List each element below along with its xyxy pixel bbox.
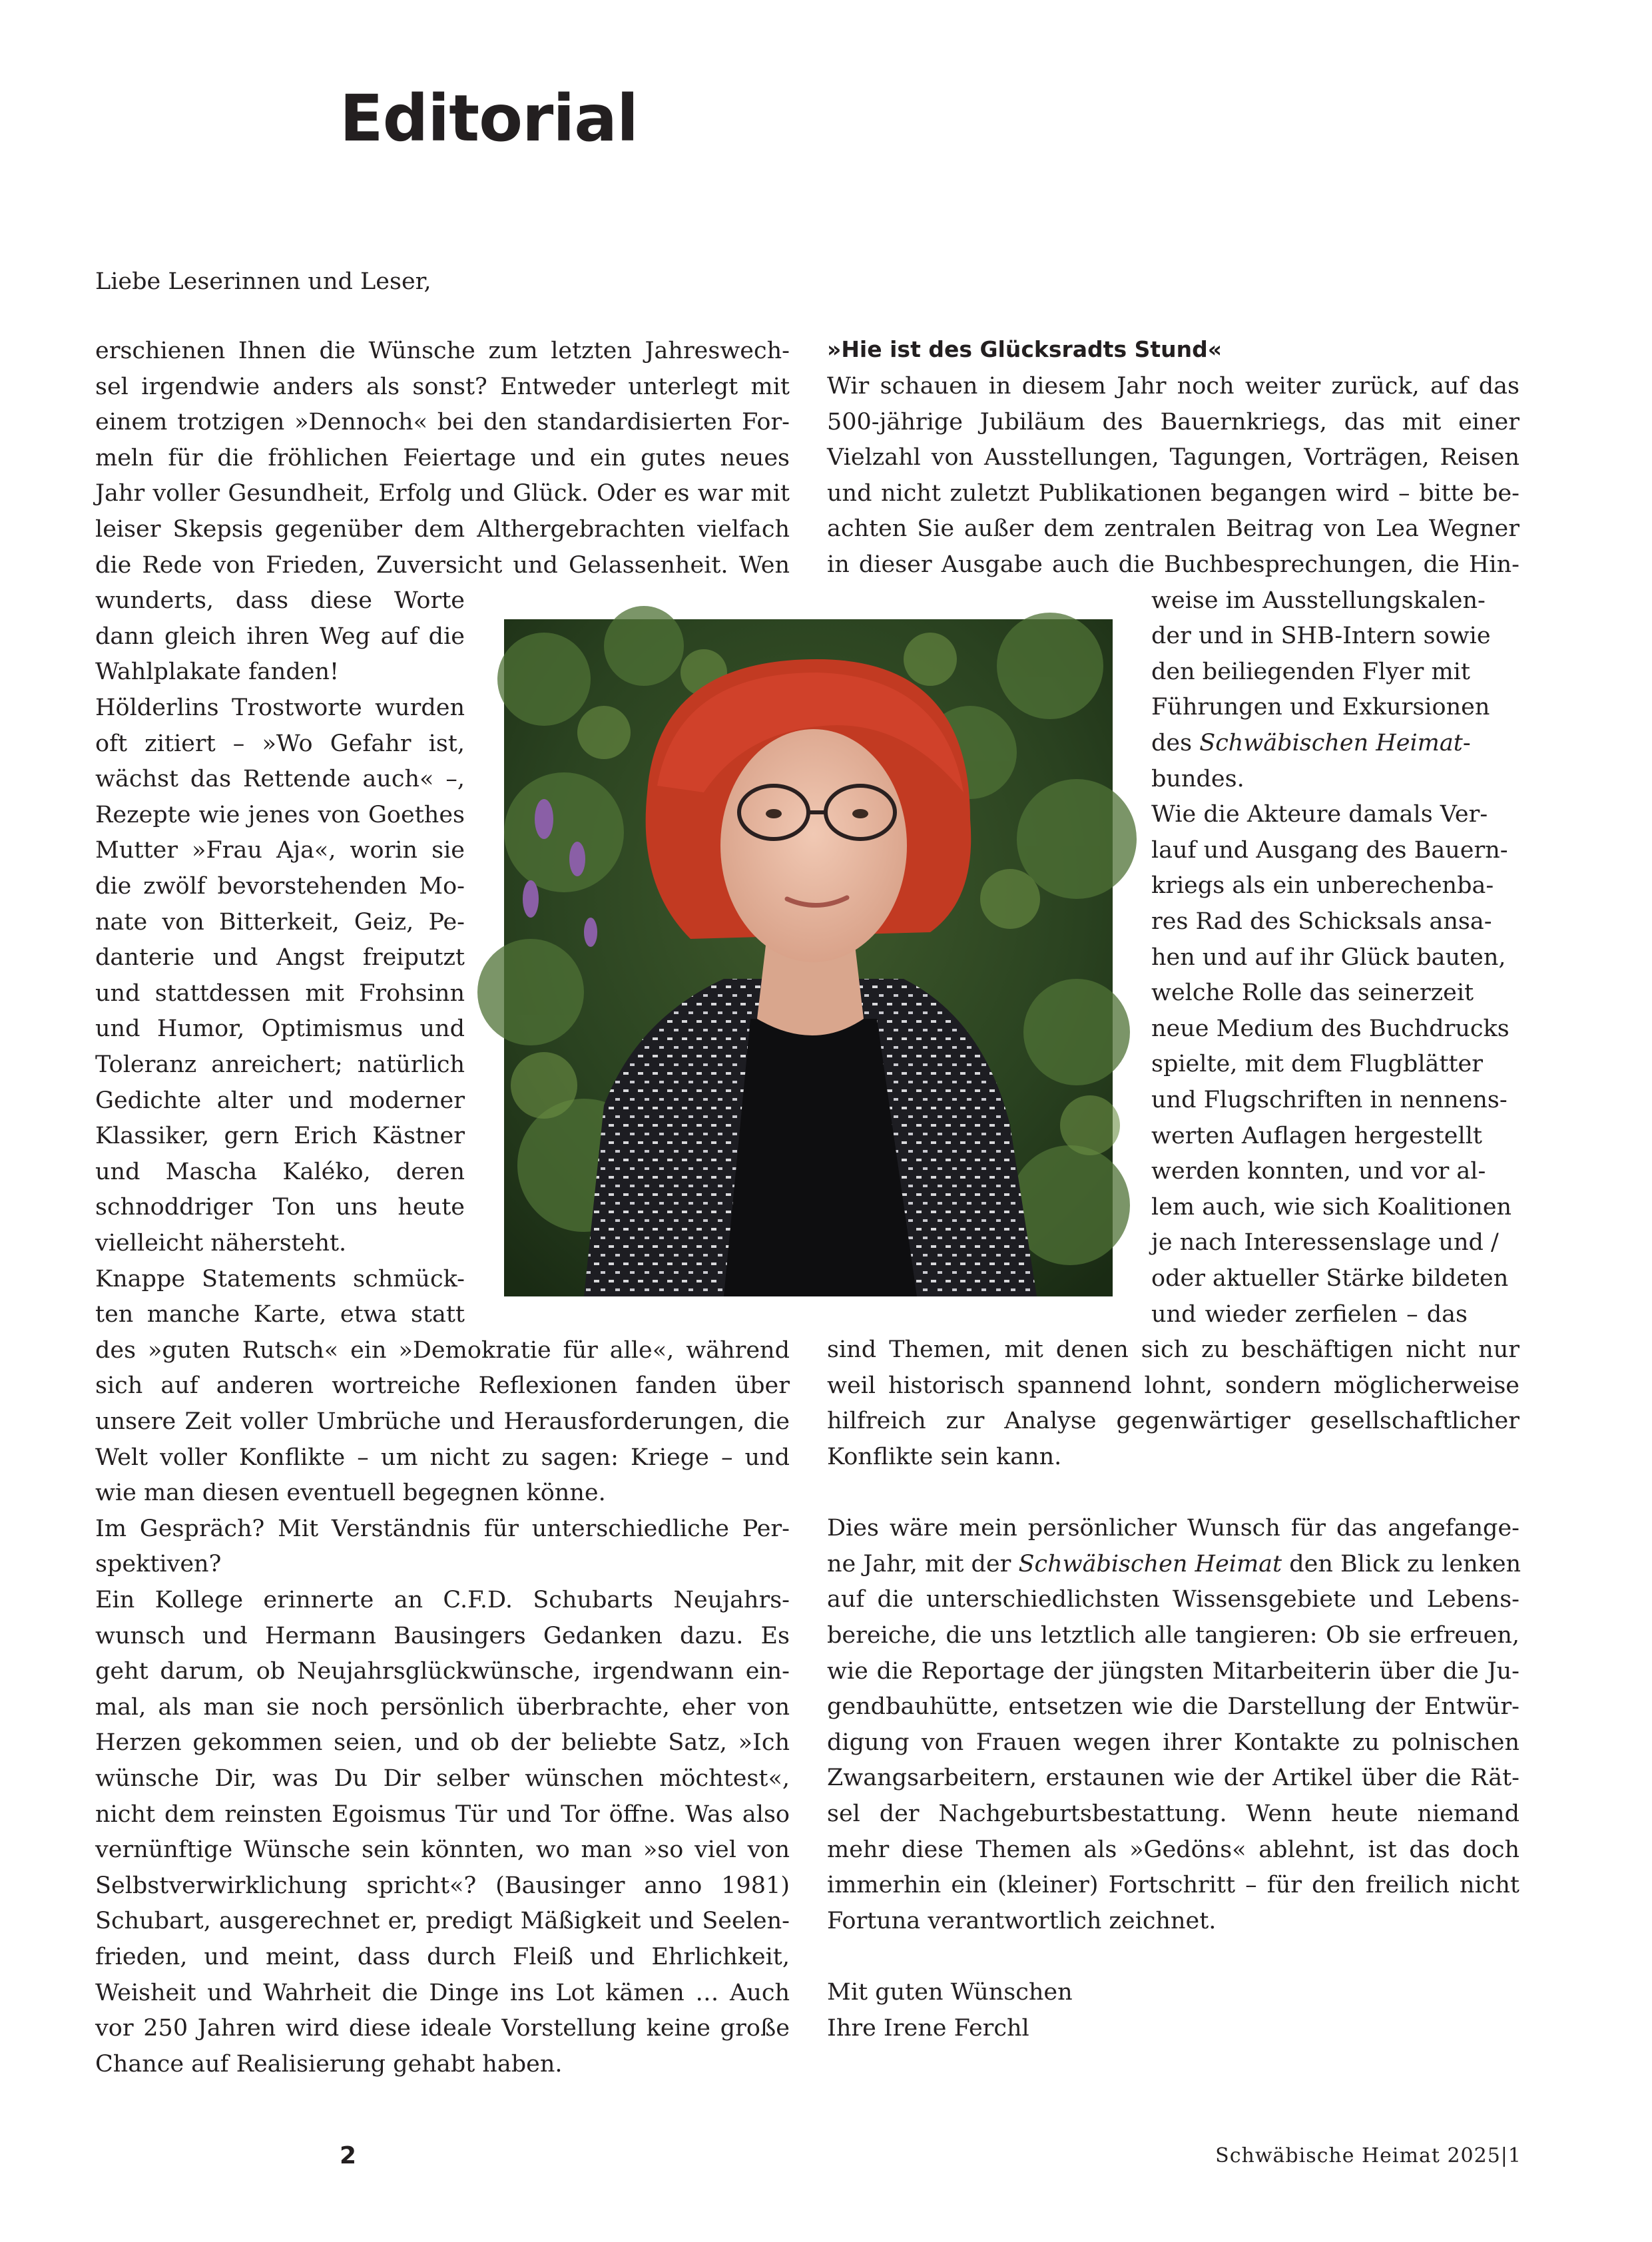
left-column-line: wie man diesen eventuell begegnen könne. bbox=[95, 1480, 606, 1506]
right-column-line: welche Rolle das seinerzeit bbox=[1151, 980, 1474, 1006]
left-column-line: Welt voller Konflikte – um nicht zu sagen: Kriege – und bbox=[95, 1444, 790, 1471]
right-column-line: neue Medium des Buchdrucks bbox=[1151, 1015, 1510, 1042]
right-column-line: oder aktueller Stärke bildeten bbox=[1151, 1265, 1509, 1292]
right-column-line: spielte, mit dem Flugblätter bbox=[1151, 1051, 1483, 1077]
right-column-line: weise im Ausstellungskalen- bbox=[1151, 587, 1486, 614]
right-column-line: achten Sie außer dem zentralen Beitrag von Lea Wegner bbox=[827, 515, 1519, 542]
left-column-line: Knappe Statements schmück- bbox=[95, 1266, 465, 1292]
right-column-line: Dies wäre mein persönlicher Wunsch für das angefange- bbox=[827, 1515, 1519, 1541]
right-column-line: Zwangsarbeitern, erstaunen wie der Artikel über die Rät- bbox=[827, 1765, 1519, 1791]
left-column-line: Chance auf Realisierung gehabt haben. bbox=[95, 2051, 563, 2078]
right-column-line: bundes. bbox=[1151, 766, 1244, 792]
right-column-line bbox=[827, 1475, 1519, 1511]
left-column-line: Gedichte alter und moderner bbox=[95, 1087, 465, 1114]
right-column-line: sel der Nachgeburtsbestattung. Wenn heute niemand bbox=[827, 1801, 1519, 1827]
greeting: Liebe Leserinnen und Leser, bbox=[95, 268, 431, 295]
right-column-line: bereiche, die uns letztlich alle tangieren: Ob sie erfreuen, bbox=[827, 1622, 1519, 1649]
author-portrait bbox=[504, 619, 1113, 1296]
right-column-line: Wie die Akteure damals Ver- bbox=[1151, 801, 1488, 828]
left-column-line: schnoddriger Ton uns heute bbox=[95, 1194, 465, 1221]
right-column-line: und wieder zerfielen – das bbox=[1151, 1301, 1468, 1328]
left-column-line: und stattdessen mit Frohsinn bbox=[95, 980, 465, 1007]
section-heading: »Hie ist des Glücksradts Stund« bbox=[827, 336, 1223, 362]
right-column-line: Ihre Irene Ferchl bbox=[827, 2015, 1029, 2042]
right-column-line: kriegs als ein unberechenba- bbox=[1151, 872, 1494, 899]
right-column-line: 500-jährige Jubiläum des Bauernkriegs, das mit einer bbox=[827, 409, 1519, 435]
left-column-line: des »guten Rutsch« ein »Demokratie für alle«, während bbox=[95, 1337, 790, 1364]
right-column-line bbox=[827, 1938, 1519, 1974]
left-column-line: Mutter »Frau Aja«, worin sie bbox=[95, 837, 465, 864]
left-column-line: erschienen Ihnen die Wünsche zum letzten Jahreswech- bbox=[95, 338, 790, 364]
left-column-line: mal, als man sie noch persönlich überbrachte, eher von bbox=[95, 1694, 790, 1721]
right-column-line: werden konnten, und vor al- bbox=[1151, 1158, 1486, 1185]
right-column-line: res Rad des Schicksals ansa- bbox=[1151, 908, 1492, 935]
left-column-line: wunderts, dass diese Worte bbox=[95, 587, 465, 614]
left-column-line: nate von Bitterkeit, Geiz, Pe- bbox=[95, 909, 465, 936]
left-column-line: leiser Skepsis gegenüber dem Althergebrachten vielfach bbox=[95, 516, 790, 543]
left-column-line: Klassiker, gern Erich Kästner bbox=[95, 1123, 465, 1149]
left-column-line: Selbstverwirklichung spricht«? (Bausinger anno 1981) bbox=[95, 1872, 790, 1899]
right-column-line: Fortuna verantwortlich zeichnet. bbox=[827, 1908, 1217, 1934]
left-column-line: die Rede von Frieden, Zuversicht und Gelassenheit. Wen bbox=[95, 552, 790, 579]
right-column-line: und nicht zuletzt Publikationen begangen wird – bitte be- bbox=[827, 480, 1519, 507]
left-column-line: spektiven? bbox=[95, 1551, 222, 1577]
right-column-line: immerhin ein (kleiner) Fortschritt – für den freilich nicht bbox=[827, 1872, 1519, 1898]
right-column-line: mehr diese Themen als »Gedöns« ablehnt, ist das doch bbox=[827, 1836, 1519, 1863]
left-column-line: Schubart, ausgerechnet er, predigt Mäßigkeit und Seelen- bbox=[95, 1908, 790, 1934]
left-column-line: wunsch und Hermann Bausingers Gedanken dazu. Es bbox=[95, 1623, 790, 1649]
right-column-line: je nach Interessenslage und / bbox=[1151, 1229, 1499, 1256]
right-column-line: des Schwäbischen Heimat- bbox=[1151, 730, 1471, 756]
left-column-line: wünsche Dir, was Du Dir selber wünschen möchtest«, bbox=[95, 1765, 790, 1792]
right-column-line: werten Auflagen hergestellt bbox=[1151, 1123, 1482, 1149]
left-column-line: sich auf anderen wortreiche Reflexionen fanden über bbox=[95, 1372, 790, 1399]
right-column-line: der und in SHB-Intern sowie bbox=[1151, 623, 1491, 649]
left-column-line: einem trotzigen »Dennoch« bei den standardisierten For- bbox=[95, 409, 790, 435]
right-column-line: hilfreich zur Analyse gegenwärtiger gesellschaftlicher bbox=[827, 1408, 1519, 1434]
left-column-line: vernünftige Wünsche sein könnten, wo man »so viel von bbox=[95, 1836, 790, 1863]
left-column-line: Toleranz anreichert; natürlich bbox=[95, 1051, 465, 1078]
left-column-line: danterie und Angst freiputzt bbox=[95, 944, 465, 971]
right-column-line: lauf und Ausgang des Bauern- bbox=[1151, 837, 1508, 864]
page-title: Editorial bbox=[340, 81, 638, 156]
left-column-line: und Humor, Optimismus und bbox=[95, 1015, 465, 1042]
right-column-line: ne Jahr, mit der Schwäbischen Heimat den Blick zu lenken bbox=[827, 1551, 1521, 1577]
left-column-line: Ein Kollege erinnerte an C.F.D. Schubarts Neujahrs- bbox=[95, 1587, 790, 1613]
left-column-line: Wahlplakate fanden! bbox=[95, 659, 340, 685]
left-column-line: vor 250 Jahren wird diese ideale Vorstellung keine große bbox=[95, 2015, 790, 2042]
right-column-line: hen und auf ihr Glück bauten, bbox=[1151, 944, 1506, 971]
left-column-line: dann gleich ihren Weg auf die bbox=[95, 623, 465, 650]
right-column-line: und Flugschriften in nennens- bbox=[1151, 1087, 1508, 1113]
left-column-line: wächst das Rettende auch« –, bbox=[95, 766, 465, 792]
left-column-line: frieden, und meint, dass durch Fleiß und Ehrlichkeit, bbox=[95, 1944, 790, 1970]
left-column-line: ten manche Karte, etwa statt bbox=[95, 1301, 465, 1328]
right-column-line: Vielzahl von Ausstellungen, Tagungen, Vorträgen, Reisen bbox=[827, 444, 1519, 471]
left-column-line: die zwölf bevorstehenden Mo- bbox=[95, 873, 465, 900]
left-column-line: sel irgendwie anders als sonst? Entweder unterlegt mit bbox=[95, 374, 790, 400]
left-column-line: Jahr voller Gesundheit, Erfolg und Glück. Oder es war mit bbox=[95, 480, 790, 507]
left-column-line: Rezepte wie jenes von Goethes bbox=[95, 802, 465, 828]
left-column-line: meln für die fröhlichen Feiertage und ein gutes neues bbox=[95, 445, 790, 471]
right-column-line: weil historisch spannend lohnt, sondern möglicherweise bbox=[827, 1372, 1519, 1399]
right-column-line: auf die unterschiedlichsten Wissensgebiete und Lebens- bbox=[827, 1586, 1519, 1613]
right-column-line: den beiliegenden Flyer mit bbox=[1151, 659, 1470, 685]
right-column-line: Wir schauen in diesem Jahr noch weiter zurück, auf das bbox=[827, 373, 1519, 400]
right-column-line: Mit guten Wünschen bbox=[827, 1979, 1073, 2006]
right-column-line: wie die Reportage der jüngsten Mitarbeiterin über die Ju- bbox=[827, 1658, 1519, 1685]
left-column-line: unsere Zeit voller Umbrüche und Herausforderungen, die bbox=[95, 1408, 790, 1435]
journal-name: Schwäbische Heimat 2025|1 bbox=[1215, 2144, 1521, 2167]
left-column-line: vielleicht nähersteht. bbox=[95, 1230, 347, 1257]
left-column-line: und Mascha Kaléko, deren bbox=[95, 1159, 465, 1185]
journal-title-italic: Schwäbischen Heimat bbox=[1018, 1551, 1282, 1577]
left-column-line: oft zitiert – »Wo Gefahr ist, bbox=[95, 730, 465, 757]
journal-title-italic: Schwäbischen Heimat bbox=[1199, 730, 1463, 756]
left-column-line: geht darum, ob Neujahrsglückwünsche, irgendwann ein- bbox=[95, 1658, 790, 1685]
left-column-line: nicht dem reinsten Egoismus Tür und Tor öffne. Was also bbox=[95, 1801, 790, 1828]
page-number: 2 bbox=[340, 2142, 357, 2169]
right-column-line: lem auch, wie sich Koalitionen bbox=[1151, 1194, 1512, 1221]
right-column-line: Konflikte sein kann. bbox=[827, 1444, 1062, 1470]
left-column-line: Weisheit und Wahrheit die Dinge ins Lot kämen … Auch bbox=[95, 1980, 790, 2006]
left-column-line: Herzen gekommen seien, und ob der beliebte Satz, »Ich bbox=[95, 1729, 790, 1756]
right-column-line: gendbauhütte, entsetzen wie die Darstellung der Entwür- bbox=[827, 1693, 1519, 1720]
right-column-line: in dieser Ausgabe auch die Buchbesprechungen, die Hin- bbox=[827, 551, 1519, 578]
right-column-line: digung von Frauen wegen ihrer Kontakte zu polnischen bbox=[827, 1729, 1519, 1756]
right-column-line: sind Themen, mit denen sich zu beschäftigen nicht nur bbox=[827, 1336, 1519, 1363]
right-column-line: Führungen und Exkursionen bbox=[1151, 694, 1490, 720]
left-column-line: Im Gespräch? Mit Verständnis für unterschiedliche Per- bbox=[95, 1516, 790, 1542]
left-column-line: Hölderlins Trostworte wurden bbox=[95, 695, 465, 721]
